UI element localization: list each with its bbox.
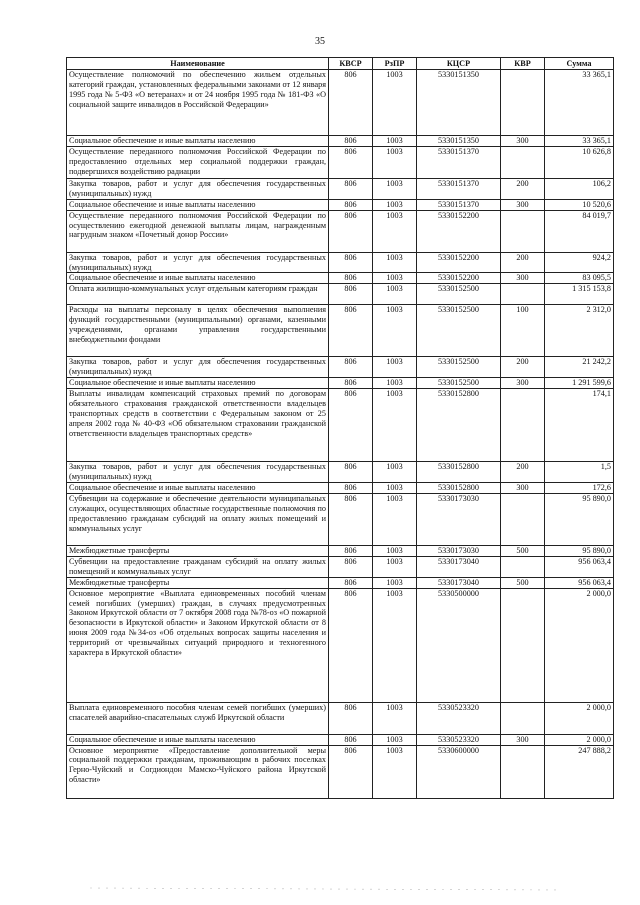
cell-kvsr: 806 (329, 136, 373, 147)
cell-kcsr: 5330151350 (417, 70, 501, 136)
cell-sum: 106,2 (545, 178, 614, 199)
cell-name: Расходы на выплаты персоналу в целях обеспечения выполнения функций государственными (муниципальными) органами, казенными учреждениями, органами управления государственными внебюджетными фондами (67, 305, 329, 357)
cell-sum: 2 000,0 (545, 734, 614, 745)
table-row (67, 305, 614, 357)
cell-kvr: 200 (501, 178, 545, 199)
cell-sum: 95 890,0 (545, 545, 614, 556)
table-row (67, 273, 614, 284)
table-row (67, 734, 614, 745)
table-row (67, 146, 614, 178)
cell-name: Осуществление переданного полномочия Российской Федерации по осуществлению ежегодной денежной выплаты лицам, награжденным нагрудным знаком «Почетный донор России» (67, 210, 329, 252)
header-kvr: КВР (501, 58, 545, 70)
cell-kcsr: 5330600000 (417, 745, 501, 798)
table-row (67, 357, 614, 378)
cell-name: Субвенции на содержание и обеспечение деятельности муниципальных служащих, осуществляющих областные государственные полномочия по предоставлению гражданам субсидий на оплату жилых помещений и коммунальных услуг (67, 493, 329, 545)
cell-sum: 924,2 (545, 252, 614, 273)
cell-name: Социальное обеспечение и иные выплаты населению (67, 136, 329, 147)
cell-rzpr: 1003 (373, 378, 417, 389)
cell-kvsr: 806 (329, 482, 373, 493)
cell-kcsr: 5330173040 (417, 556, 501, 577)
cell-name: Социальное обеспечение и иные выплаты населению (67, 734, 329, 745)
cell-name: Социальное обеспечение и иные выплаты населению (67, 482, 329, 493)
cell-rzpr: 1003 (373, 199, 417, 210)
cell-kcsr: 5330151370 (417, 178, 501, 199)
cell-kcsr: 5330152200 (417, 210, 501, 252)
cell-kvsr: 806 (329, 556, 373, 577)
cell-rzpr: 1003 (373, 136, 417, 147)
header-sum: Сумма (545, 58, 614, 70)
cell-rzpr: 1003 (373, 146, 417, 178)
cell-rzpr: 1003 (373, 389, 417, 462)
budget-table (66, 57, 614, 799)
cell-rzpr: 1003 (373, 252, 417, 273)
cell-name: Межбюджетные трансферты (67, 545, 329, 556)
cell-kvr: 500 (501, 577, 545, 588)
cell-kvsr: 806 (329, 70, 373, 136)
table-row (67, 588, 614, 702)
cell-sum: 1 291 599,6 (545, 378, 614, 389)
cell-rzpr: 1003 (373, 702, 417, 734)
cell-kvsr: 806 (329, 273, 373, 284)
cell-rzpr: 1003 (373, 556, 417, 577)
cell-kvsr: 806 (329, 734, 373, 745)
cell-name: Закупка товаров, работ и услуг для обеспечения государственных (муниципальных) нужд (67, 252, 329, 273)
cell-kvr: 300 (501, 378, 545, 389)
cell-rzpr: 1003 (373, 70, 417, 136)
cell-kvr (501, 146, 545, 178)
cell-kvr (501, 210, 545, 252)
cell-kcsr: 5330152800 (417, 482, 501, 493)
table-row (67, 284, 614, 305)
cell-kvr (501, 702, 545, 734)
page-number: 35 (315, 36, 325, 47)
cell-kcsr: 5330523320 (417, 702, 501, 734)
cell-kcsr: 5330152500 (417, 378, 501, 389)
cell-kvsr: 806 (329, 210, 373, 252)
cell-kcsr: 5330152500 (417, 357, 501, 378)
cell-name: Закупка товаров, работ и услуг для обеспечения государственных (муниципальных) нужд (67, 357, 329, 378)
header-rzpr: РзПР (373, 58, 417, 70)
header-name: Наименование (67, 58, 329, 70)
cell-kvsr: 806 (329, 357, 373, 378)
cell-kcsr: 5330523320 (417, 734, 501, 745)
cell-kvsr: 806 (329, 378, 373, 389)
table-row (67, 545, 614, 556)
cell-kcsr: 5330152500 (417, 305, 501, 357)
cell-kvsr: 806 (329, 577, 373, 588)
cell-kvr: 300 (501, 199, 545, 210)
cell-rzpr: 1003 (373, 462, 417, 483)
header-kvsr: КВСР (329, 58, 373, 70)
cell-kvsr: 806 (329, 745, 373, 798)
cell-rzpr: 1003 (373, 482, 417, 493)
cell-kcsr: 5330173040 (417, 577, 501, 588)
cell-sum: 1,5 (545, 462, 614, 483)
cell-sum: 33 365,1 (545, 136, 614, 147)
cell-sum: 2 000,0 (545, 588, 614, 702)
cell-rzpr: 1003 (373, 493, 417, 545)
table-header-row (67, 58, 614, 70)
cell-sum: 33 365,1 (545, 70, 614, 136)
table-row (67, 702, 614, 734)
cell-rzpr: 1003 (373, 284, 417, 305)
cell-kvr (501, 745, 545, 798)
cell-kvsr: 806 (329, 305, 373, 357)
cell-kvr: 300 (501, 136, 545, 147)
cell-kvr: 200 (501, 357, 545, 378)
cell-name: Основное мероприятие «Выплата единовременных пособий членам семей погибших (умерших) граждан, в случаях предусмотренных Законом Иркутской области от 7 октября 2008 года №78-оз «О пожарной безопасности в Иркутской области» и Законом Иркутской области от 8 июня 2009 года №34-оз «Об отдельных вопросах защиты населения и территорий от чрезвычайных ситуаций природного и техногенного характера в Иркутской области» (67, 588, 329, 702)
cell-sum: 83 095,5 (545, 273, 614, 284)
cell-kvsr: 806 (329, 199, 373, 210)
cell-kvr (501, 493, 545, 545)
cell-rzpr: 1003 (373, 357, 417, 378)
cell-kvsr: 806 (329, 702, 373, 734)
cell-rzpr: 1003 (373, 210, 417, 252)
table-row (67, 210, 614, 252)
cell-sum: 10 520,6 (545, 199, 614, 210)
cell-rzpr: 1003 (373, 734, 417, 745)
cell-rzpr: 1003 (373, 577, 417, 588)
cell-rzpr: 1003 (373, 745, 417, 798)
cell-name: Социальное обеспечение и иные выплаты населению (67, 199, 329, 210)
table-row (67, 577, 614, 588)
cell-sum: 956 063,4 (545, 577, 614, 588)
cell-kvr (501, 389, 545, 462)
cell-sum: 956 063,4 (545, 556, 614, 577)
cell-name: Межбюджетные трансферты (67, 577, 329, 588)
cell-sum: 21 242,2 (545, 357, 614, 378)
cell-name: Оплата жилищно-коммунальных услуг отдельным категориям граждан (67, 284, 329, 305)
cell-kvsr: 806 (329, 178, 373, 199)
cell-kcsr: 5330152800 (417, 462, 501, 483)
cell-kvr (501, 70, 545, 136)
cell-kcsr: 5330500000 (417, 588, 501, 702)
cell-kvsr: 806 (329, 493, 373, 545)
cell-sum: 84 019,7 (545, 210, 614, 252)
cell-kcsr: 5330152200 (417, 252, 501, 273)
cell-kcsr: 5330152800 (417, 389, 501, 462)
cell-sum: 1 315 153,8 (545, 284, 614, 305)
cell-kvr: 200 (501, 462, 545, 483)
cell-kvr: 100 (501, 305, 545, 357)
cell-kvr (501, 556, 545, 577)
cell-kcsr: 5330152500 (417, 284, 501, 305)
cell-name: Выплаты инвалидам компенсаций страховых премий по договорам обязательного страхования гражданской ответственности владельцев транспортных средств в соответствии с Федеральным законом от 25 апреля 2002 года № 40-ФЗ «Об обязательном страховании гражданской ответственности владельцев транспортных средств» (67, 389, 329, 462)
table-row (67, 482, 614, 493)
cell-name: Закупка товаров, работ и услуг для обеспечения государственных (муниципальных) нужд (67, 178, 329, 199)
cell-name: Субвенции на предоставление гражданам субсидий на оплату жилых помещений и коммунальных услуг (67, 556, 329, 577)
cell-sum: 95 890,0 (545, 493, 614, 545)
scan-noise (0, 860, 640, 905)
cell-kcsr: 5330173030 (417, 493, 501, 545)
cell-kvsr: 806 (329, 545, 373, 556)
cell-kcsr: 5330151370 (417, 146, 501, 178)
table-row (67, 745, 614, 798)
cell-sum: 2 312,0 (545, 305, 614, 357)
cell-kvr: 500 (501, 545, 545, 556)
cell-rzpr: 1003 (373, 588, 417, 702)
cell-kvsr: 806 (329, 389, 373, 462)
table-row (67, 493, 614, 545)
cell-kvr (501, 284, 545, 305)
cell-sum: 10 626,8 (545, 146, 614, 178)
cell-rzpr: 1003 (373, 305, 417, 357)
cell-sum: 247 888,2 (545, 745, 614, 798)
table-row (67, 389, 614, 462)
cell-sum: 172,6 (545, 482, 614, 493)
table-row (67, 378, 614, 389)
table-row (67, 178, 614, 199)
cell-kvr: 300 (501, 482, 545, 493)
cell-rzpr: 1003 (373, 545, 417, 556)
cell-kvr: 300 (501, 273, 545, 284)
cell-kvr (501, 588, 545, 702)
cell-name: Осуществление переданного полномочия Российской Федерации по предоставлению отдельных мер социальной поддержки граждан, подвергшихся воздействию радиации (67, 146, 329, 178)
cell-name: Осуществление полномочий по обеспечению жильем отдельных категорий граждан, установленных федеральными законами от 12 января 1995 года № 5-ФЗ «О ветеранах» и от 24 ноября 1995 года № 181-ФЗ «О социальной защите инвалидов в Российской Федерации» (67, 70, 329, 136)
cell-name: Закупка товаров, работ и услуг для обеспечения государственных (муниципальных) нужд (67, 462, 329, 483)
cell-kvr: 300 (501, 734, 545, 745)
cell-rzpr: 1003 (373, 273, 417, 284)
cell-rzpr: 1003 (373, 178, 417, 199)
cell-name: Основное мероприятие «Предоставление дополнительной меры социальной поддержки гражданам, проживающим в рабочих поселках Герно-Чуйский и Согдиондон Мамско-Чуйского района Иркутской области» (67, 745, 329, 798)
table-row (67, 556, 614, 577)
cell-kvsr: 806 (329, 588, 373, 702)
cell-kvsr: 806 (329, 146, 373, 178)
table-row (67, 462, 614, 483)
cell-kvr: 200 (501, 252, 545, 273)
table-body (67, 70, 614, 799)
cell-kvsr: 806 (329, 252, 373, 273)
cell-sum: 2 000,0 (545, 702, 614, 734)
table-row (67, 252, 614, 273)
cell-kcsr: 5330151350 (417, 136, 501, 147)
cell-name: Социальное обеспечение и иные выплаты населению (67, 378, 329, 389)
table-row (67, 199, 614, 210)
cell-kvsr: 806 (329, 462, 373, 483)
table-row (67, 70, 614, 136)
cell-name: Социальное обеспечение и иные выплаты населению (67, 273, 329, 284)
cell-kcsr: 5330151370 (417, 199, 501, 210)
cell-kcsr: 5330152200 (417, 273, 501, 284)
table-row (67, 136, 614, 147)
cell-kcsr: 5330173030 (417, 545, 501, 556)
cell-name: Выплата единовременного пособия членам семей погибших (умерших) спасателей аварийно-спасательных служб Иркутской области (67, 702, 329, 734)
cell-kvsr: 806 (329, 284, 373, 305)
cell-sum: 174,1 (545, 389, 614, 462)
header-kcsr: КЦСР (417, 58, 501, 70)
